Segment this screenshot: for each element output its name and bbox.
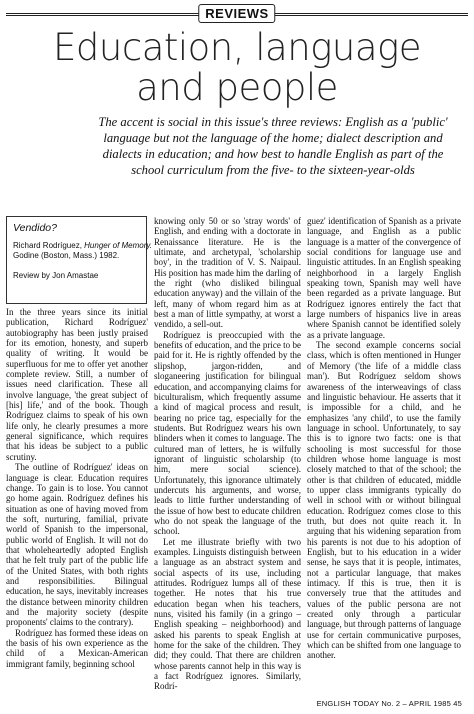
book-title: Hunger of Memory. xyxy=(84,240,153,250)
paragraph: guez' identification of Spanish as a private language, and English as a public language is a matter of the convergence of social conditions for language use and linguistic attitudes. In an English speaking neighborhood in a largely English speaking town, Spanish may well have been regarded as a private language. But Rodríguez ignores entirely the fact that large numbers of hispanics live in areas where Spanish cannot be identified solely as a private language. xyxy=(307,216,461,340)
standfirst: The accent is social in this issue's three reviews: English as a 'public' language but not the language of the home; dialect description and dialects in education; and how best to handle English as part of the school curriculum from the five- to the sixteen-year-olds xyxy=(98,115,448,177)
paragraph: The second example concerns social class, which is often mentioned in Hunger of Memory ('the life of a middle class man'). But Rodríguez seldom shows awareness of the interweavings of class and linguistic behaviour. He asserts that it is impossible for a child, and he emphasizes 'any child', to use the family language in school. Unfortunately, to say this is to ignore two facts: one is that schooling is most successful for those children whose home language is most closely matched to that of the school; the other is that children of educated, middle to upper class immigrants typically do well in school with or without bilingual education. Rodríguez comes close to this truth, but does not quite reach it. In arguing that his widening separation from his parents is not due to his adoption of English, but to his education in a wider sense, he says that it is people, intimates, not a particular language, that makes intimacy. If this is true, then it is conversely true that the attitudes and values of the public persona are not created only through a particular language, but through patterns of language use for certain communicative purposes, which can be shifted from one language to another. xyxy=(307,340,461,661)
article-title xyxy=(0,28,474,108)
review-box xyxy=(6,216,153,304)
book-author-line xyxy=(13,240,153,252)
paragraph: The outline of Rodríguez' ideas on language is clear. Education requires change. To gain is to lose. You cannot go home again. Rodríguez defines his situation as one of having moved from the soft, nurturing, familial, private world of Spanish to the impersonal, public world of English. It will not do that wholeheartedly adopted English that he felt truly part of the public life of the United States, with both rights and responsibilities. Bilingual education, he says, inevitably increases the distance between minority children and the majority society (despite proponents' claims to the contrary). xyxy=(6,462,148,628)
text-column-2 xyxy=(154,216,301,692)
text-column-1 xyxy=(6,307,148,669)
paragraph: knowing only 50 or so 'stray words' of English, and ending with a doctorate in Renaissance literature. He is the ultimate, and archetypal, 'scholarship boy', in the tradition of V. S. Naipaul. His position has made him the darling of the right (who disliked bilingual education anyway) and the villain of the left, many of whom regard him as at best a man of little sympathy, at worst a vendido, a sell-out. xyxy=(154,216,301,330)
paragraph: Rodríguez has formed these ideas on the basis of his own experience as the child of a Mexican-American immigrant family, beginning school xyxy=(6,627,148,669)
paragraph: In the three years since its initial publication, Richard Rodríguez' autobiography has been justly praised for its emotion, honesty, and superb quality of writing. It would be superfluous for me to offer yet another complete review. Still, a number of issues need clarification. These all involve language, 'the great subject of [his] life,' and of the book. Though Rodríguez claims to speak of his own life only, he clearly presumes a more general significance, which requires that his ideas be subject to a public scrutiny. xyxy=(6,307,148,462)
section-label: REVIEWS xyxy=(198,4,275,23)
reviewer-credit: Review by Jon Amastae xyxy=(13,270,99,280)
paragraph: Rodríguez is preoccupied with the benefits of education, and the price to be paid for it. He is rightly offended by the slipshop, jargon-ridden, and sloganeering justification for bilingual education, and accompanying claims for biculturalism, which frequently assume a kind of magical process and result, bearing no price tag, especially for the students. But Rodríguez wears his own blinders when it comes to language. The cultured man of letters, he is wilfully ignorant of linguistic scholarship (to him, mere social science). Unfortunately, this ignorance ultimately undercuts his arguments, and worse, leads to little further understanding of the issue of how best to educate children who do not speak the language of the school. xyxy=(154,329,301,537)
book-author: Richard Rodríguez, xyxy=(13,240,82,250)
book-publisher: Godine (Boston, Mass.) 1982. xyxy=(13,251,120,260)
review-box-title: Vendido? xyxy=(13,222,57,234)
title-line: Education, language xyxy=(53,26,421,69)
title-line: and people xyxy=(136,66,338,109)
text-column-3 xyxy=(307,216,461,661)
page-footer: ENGLISH TODAY No. 2 – APRIL 1985 45 xyxy=(316,699,462,708)
paragraph: Let me illustrate briefly with two examples. Linguists distinguish between a language as an abstract system and social aspects of its use, including attitudes. Rodríguez lumps all of these together. He notes that his true education began when his teachers, nuns, visited his family (in a gringo – English speaking – neighborhood) and asked his parents to speak English at home for the sake of the children. They did; they could. That there are children whose parents cannot help in this way is a fact Rodríguez ignores. Similarly, Rodrí- xyxy=(154,536,301,692)
section-tag xyxy=(0,4,474,22)
